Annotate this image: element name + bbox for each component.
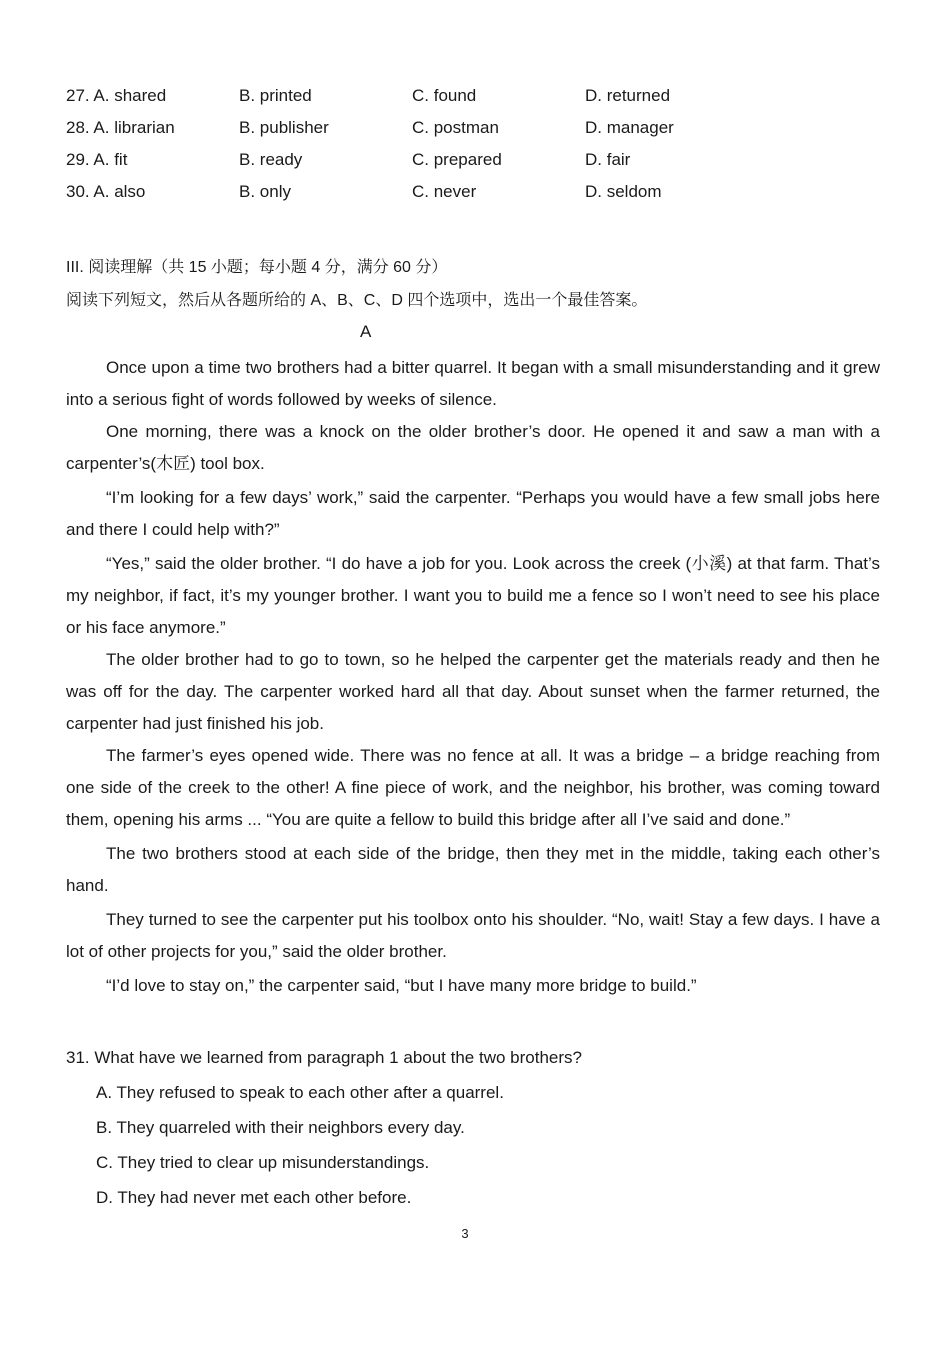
option-c: C. found [412,86,477,105]
paragraph-7: The two brothers stood at each side of the bridge, then they met in the middle, taking each other’s hand. [66,844,880,895]
option-a: 27. A. shared [66,86,167,105]
section-title: III. 阅读理解（共 15 小题；每小题 4 分，满分 60 分） [66,259,448,276]
option-c: C. postman [412,118,499,137]
option-row-28 [66,112,766,144]
passage-letter: A [360,322,372,341]
choice-a: A. They refused to speak to each other after a quarrel. [96,1083,504,1102]
paragraph-3: “I’m looking for a few days’ work,” said the carpenter. “Perhaps you would have a few small jobs here and there I could help with?” [66,488,880,539]
choice-d: D. They had never met each other before. [96,1188,412,1207]
option-c: C. never [412,182,477,201]
option-a: 28. A. librarian [66,118,175,137]
choice-b: B. They quarreled with their neighbors every day. [96,1118,465,1137]
question-stem: 31. What have we learned from paragraph 1 about the two brothers? [66,1048,582,1067]
option-b: B. printed [239,86,312,105]
paragraph-4: “Yes,” said the older brother. “I do have a job for you. Look across the creek (小溪) at that farm. That’s my neighbor, if fact, it’s my younger brother. I want you to build me a fence so I won’t need to see his place or his face anymore.” [66,554,880,637]
option-b: B. publisher [239,118,329,137]
options-block [66,80,766,208]
option-d: D. manager [585,118,674,137]
question-31 [66,1040,582,1215]
option-b: B. ready [239,150,303,169]
option-a: 29. A. fit [66,150,128,169]
option-c: C. prepared [412,150,502,169]
option-d: D. returned [585,86,671,105]
section-instruction: 阅读下列短文，然后从各题所给的 A、B、C、D 四个选项中，选出一个最佳答案。 [66,292,648,309]
paragraph-8: They turned to see the carpenter put his toolbox onto his shoulder. “No, wait! Stay a few days. I have a lot of other projects for you,” said the older brother. [66,910,880,961]
option-row-29 [66,144,766,176]
paragraph-1: Once upon a time two brothers had a bitter quarrel. It began with a small misunderstanding and it grew into a serious fight of words followed by weeks of silence. [66,358,880,409]
paragraph-6: The farmer’s eyes opened wide. There was no fence at all. It was a bridge – a bridge reaching from one side of the creek to the other! A fine piece of work, and the neighbor, his brother, was coming toward them, opening his arms ... “You are quite a fellow to build this bridge after all I’ve said and done.” [66,746,880,829]
paragraph-2: One morning, there was a knock on the older brother’s door. He opened it and saw a man with a carpenter’s(木匠) tool box. [66,422,880,473]
option-row-27 [66,80,766,112]
paragraph-5: The older brother had to go to town, so he helped the carpenter get the materials ready and then he was off for the day. The carpenter worked hard all that day. About sunset when the farmer returned, the carpenter had just finished his job. [66,650,880,733]
option-b: B. only [239,182,291,201]
option-a: 30. A. also [66,182,146,201]
option-d: D. seldom [585,182,662,201]
option-row-30 [66,176,766,208]
option-d: D. fair [585,150,631,169]
page-number: 3 [461,1226,469,1241]
choice-c: C. They tried to clear up misunderstandings. [96,1153,430,1172]
paragraph-9: “I’d love to stay on,” the carpenter said, “but I have many more bridge to build.” [106,976,697,995]
reading-passage [66,352,880,1002]
